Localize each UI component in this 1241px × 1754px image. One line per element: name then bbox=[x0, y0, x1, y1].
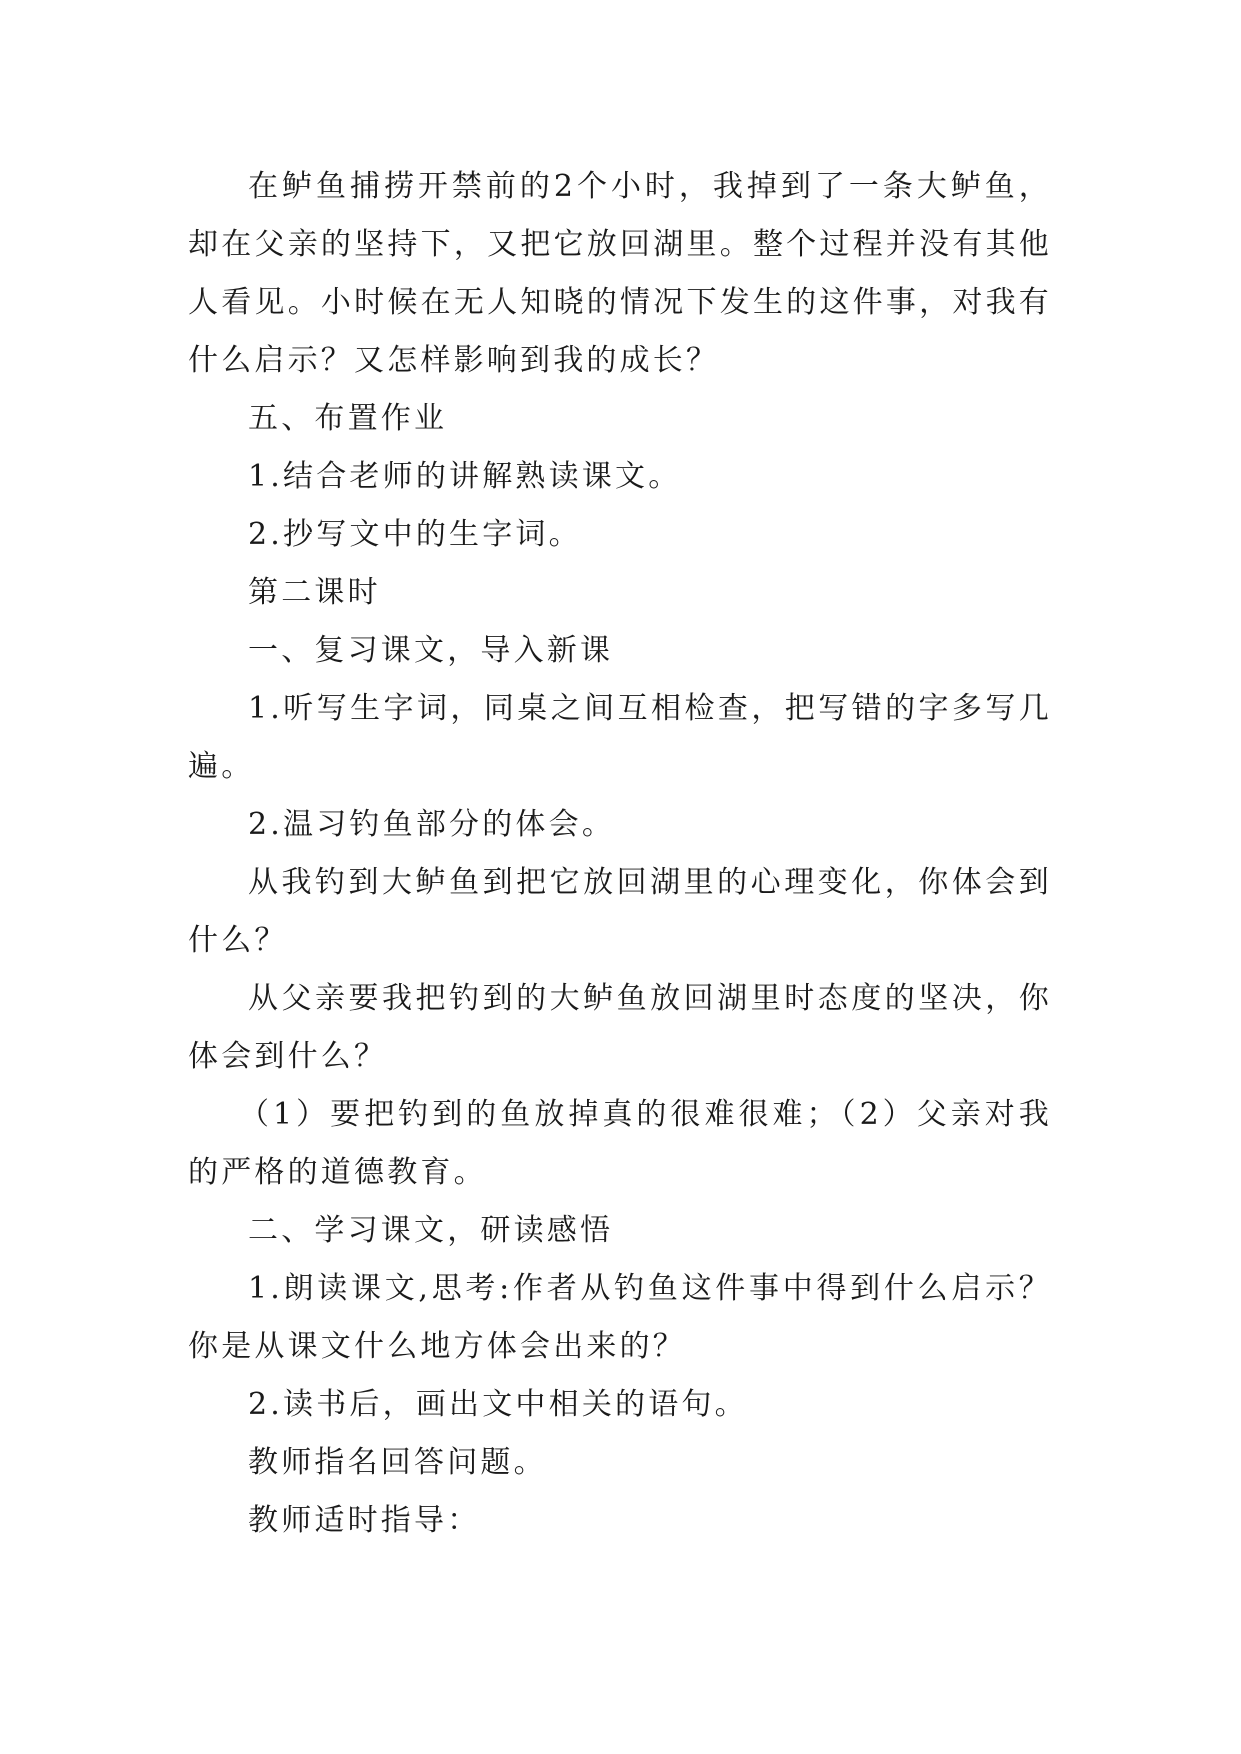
list-item: 1.听写生字词，同桌之间互相检查，把写错的字多写几遍。 bbox=[188, 691, 1052, 784]
section-heading-homework: 五、布置作业 bbox=[248, 401, 448, 436]
list-item: 1.朗读课文,思考:作者从钓鱼这件事中得到什么启示？你是从课文什么地方体会出来的？ bbox=[188, 1271, 1052, 1364]
list-item: 1.结合老师的讲解熟读课文。 bbox=[248, 459, 682, 494]
list-item: 2.抄写文中的生字词。 bbox=[248, 517, 582, 552]
paragraph-story-summary: 在鲈鱼捕捞开禁前的2个小时，我掉到了一条大鲈鱼，却在父亲的坚持下，又把它放回湖里。整个过程并没有其他人看见。小时候在无人知晓的情况下发生的这件事，对我有什么启示？又怎样影响到我的成长？ bbox=[188, 169, 1052, 378]
lesson-heading-second-period: 第二课时 bbox=[248, 575, 381, 610]
paragraph-question: 从我钓到大鲈鱼到把它放回湖里的心理变化，你体会到什么？ bbox=[188, 865, 1052, 958]
paragraph-answer: （1）要把钓到的鱼放掉真的很难很难；（2）父亲对我的严格的道德教育。 bbox=[188, 1097, 1052, 1190]
paragraph-question: 从父亲要我把钓到的大鲈鱼放回湖里时态度的坚决，你体会到什么？ bbox=[188, 981, 1052, 1074]
paragraph-instruction: 教师适时指导： bbox=[248, 1503, 481, 1538]
list-item: 2.温习钓鱼部分的体会。 bbox=[248, 807, 616, 842]
document-body bbox=[188, 158, 1052, 1550]
section-heading-study: 二、学习课文，研读感悟 bbox=[248, 1213, 614, 1248]
section-heading-review: 一、复习课文，导入新课 bbox=[248, 633, 614, 668]
list-item: 2.读书后，画出文中相关的语句。 bbox=[248, 1387, 748, 1422]
paragraph-instruction: 教师指名回答问题。 bbox=[248, 1445, 547, 1480]
